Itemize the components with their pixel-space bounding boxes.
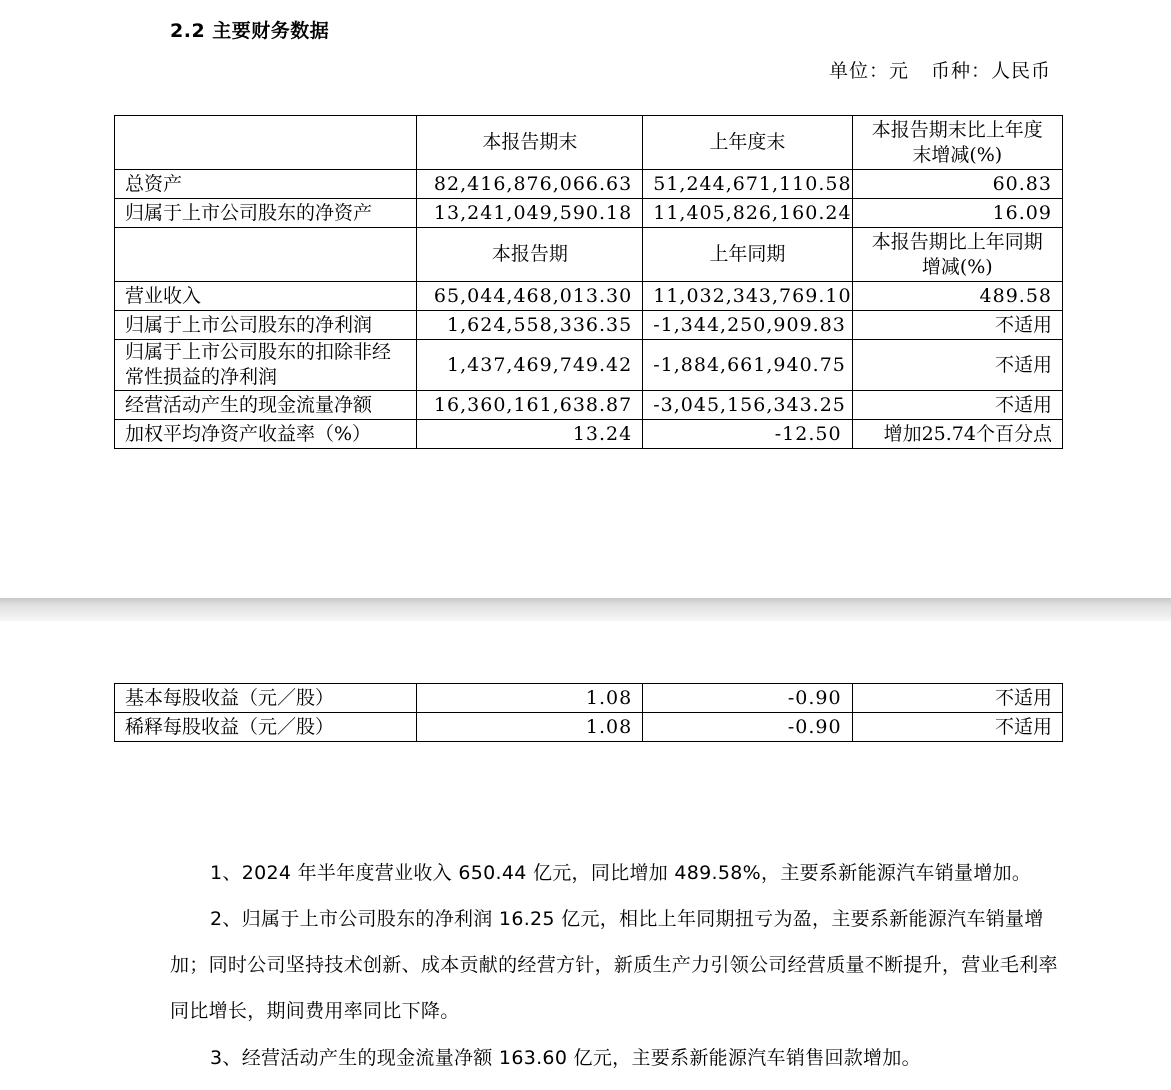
header-prior-year-end: 上年度末 — [643, 116, 852, 170]
header-change-percent: 本报告期末比上年度末增减(%) — [852, 116, 1062, 170]
cell-change: 不适用 — [852, 713, 1062, 742]
table-row — [115, 311, 1063, 340]
table-row — [115, 420, 1063, 449]
row-label: 总资产 — [115, 170, 417, 199]
table-row — [115, 684, 1063, 713]
note-paragraph-2: 2、归属于上市公司股东的净利润 16.25 亿元，相比上年同期扭亏为盈，主要系新能源汽车销量增加；同时公司坚持技术创新、成本贡献的经营方针，新质生产力引领公司经营质量不断提升，营业毛利率同比增长，期间费用率同比下降。 — [170, 908, 1058, 1022]
header-yoy-change-percent: 本报告期比上年同期增减(%) — [852, 228, 1062, 282]
cell-current: 1.08 — [417, 684, 643, 713]
table-row — [115, 170, 1063, 199]
cell-prior: 51,244,671,110.58 — [643, 170, 852, 199]
table-row — [115, 282, 1063, 311]
table-row — [115, 199, 1063, 228]
section-title: 2.2 主要财务数据 — [170, 20, 330, 42]
row-label: 经营活动产生的现金流量净额 — [115, 391, 417, 420]
cell-change: 不适用 — [852, 311, 1062, 340]
subheader-blank-cell — [115, 228, 417, 282]
cell-change: 不适用 — [852, 684, 1062, 713]
table-subheader-row — [115, 228, 1063, 282]
note-paragraph-1: 1、2024 年半年度营业收入 650.44 亿元，同比增加 489.58%，主要系新能源汽车销量增加。 — [210, 862, 1032, 884]
note-paragraph-3: 3、经营活动产生的现金流量净额 163.60 亿元，主要系新能源汽车销售回款增加。 — [210, 1047, 921, 1069]
cell-change: 16.09 — [852, 199, 1062, 228]
row-label: 稀释每股收益（元／股） — [115, 713, 417, 742]
financial-data-table — [114, 115, 1063, 449]
cell-prior: -1,344,250,909.83 — [643, 311, 852, 340]
cell-current: 16,360,161,638.87 — [417, 391, 643, 420]
header-blank-cell — [115, 116, 417, 170]
table-row — [115, 391, 1063, 420]
cell-change: 增加25.74个百分点 — [852, 420, 1062, 449]
cell-prior: 11,405,826,160.24 — [643, 199, 852, 228]
page-break-separator — [0, 598, 1171, 621]
header-current-period-end: 本报告期末 — [417, 116, 643, 170]
currency-label: 币种：人民币 — [930, 60, 1051, 82]
cell-current: 82,416,876,066.63 — [417, 170, 643, 199]
cell-current: 1,437,469,749.42 — [417, 340, 643, 391]
cell-current: 65,044,468,013.30 — [417, 282, 643, 311]
cell-current: 13,241,049,590.18 — [417, 199, 643, 228]
eps-table — [114, 683, 1063, 742]
table-header-row — [115, 116, 1063, 170]
header-current-period: 本报告期 — [417, 228, 643, 282]
row-label: 基本每股收益（元／股） — [115, 684, 417, 713]
cell-prior: -1,884,661,940.75 — [643, 340, 852, 391]
cell-current: 13.24 — [417, 420, 643, 449]
cell-current: 1,624,558,336.35 — [417, 311, 643, 340]
cell-prior: -0.90 — [643, 713, 852, 742]
table-row — [115, 713, 1063, 742]
row-label: 归属于上市公司股东的净资产 — [115, 199, 417, 228]
row-label: 营业收入 — [115, 282, 417, 311]
row-label: 归属于上市公司股东的净利润 — [115, 311, 417, 340]
cell-current: 1.08 — [417, 713, 643, 742]
cell-prior: 11,032,343,769.10 — [643, 282, 852, 311]
cell-change: 489.58 — [852, 282, 1062, 311]
cell-prior: -3,045,156,343.25 — [643, 391, 852, 420]
unit-label: 单位：元 — [828, 60, 909, 82]
row-label: 归属于上市公司股东的扣除非经常性损益的净利润 — [115, 340, 417, 391]
table-row — [115, 340, 1063, 391]
cell-change: 不适用 — [852, 340, 1062, 391]
cell-prior: -12.50 — [643, 420, 852, 449]
cell-prior: -0.90 — [643, 684, 852, 713]
cell-change: 不适用 — [852, 391, 1062, 420]
document-page-bottom — [0, 621, 1171, 1090]
unit-line — [807, 56, 1051, 83]
header-prior-year-period: 上年同期 — [643, 228, 852, 282]
cell-change: 60.83 — [852, 170, 1062, 199]
row-label: 加权平均净资产收益率（%） — [115, 420, 417, 449]
